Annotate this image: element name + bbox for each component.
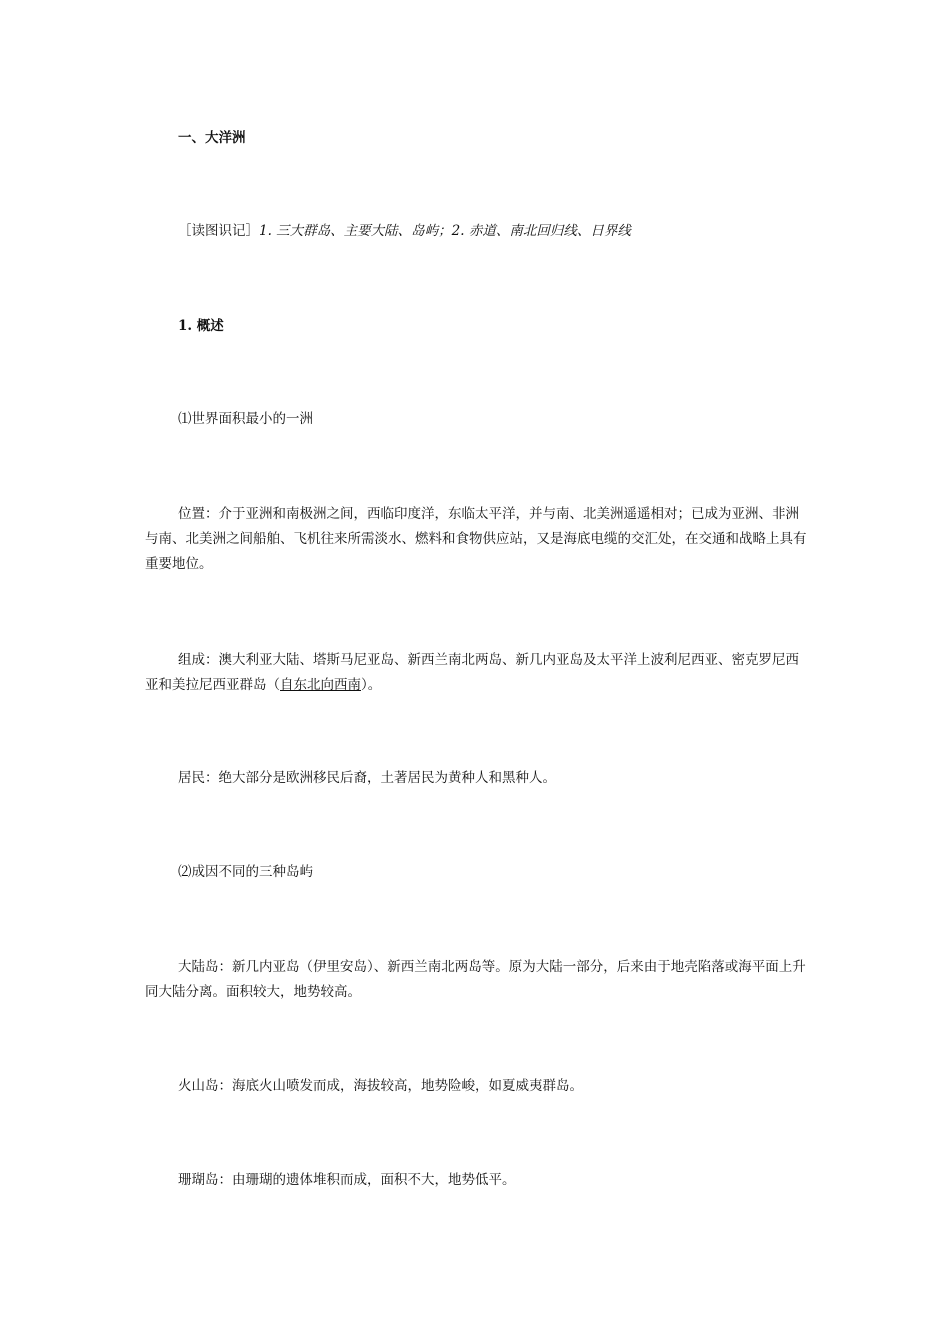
composition-suffix: ）。 bbox=[361, 677, 382, 693]
paragraph-coral-island: 珊瑚岛：由珊瑚的遗体堆积而成，面积不大，地势低平。 bbox=[178, 1172, 516, 1188]
composition-direction: 自东北向西南 bbox=[280, 677, 361, 693]
point-title-island-types: ⑵成因不同的三种岛屿 bbox=[178, 864, 313, 880]
section-heading: 一、大洋洲 bbox=[178, 130, 246, 146]
read-map-items: 1. 三大群岛、主要大陆、岛屿；2. 赤道、南北回归线、日界线 bbox=[259, 223, 631, 239]
paragraph-volcanic-island: 火山岛：海底火山喷发而成，海拔较高，地势险峻，如夏威夷群岛。 bbox=[178, 1078, 583, 1094]
read-map-note bbox=[145, 219, 810, 244]
paragraph-residents: 居民：绝大部分是欧洲移民后裔，土著居民为黄种人和黑种人。 bbox=[178, 770, 556, 786]
paragraph-location: 位置：介于亚洲和南极洲之间，西临印度洋，东临太平洋，并与南、北美洲遥遥相对；已成为亚洲、非洲与南、北美洲之间船舶、飞机往来所需淡水、燃料和食物供应站，又是海底电缆的交汇处，在交通和战略上具有重要地位。 bbox=[145, 506, 807, 572]
read-map-prefix: ［读图识记］ bbox=[178, 223, 259, 239]
subsection-title-overview: 1. 概述 bbox=[178, 318, 224, 334]
composition-text: 组成：澳大利亚大陆、塔斯马尼亚岛、新西兰南北两岛、新几内亚岛及太平洋上波利尼西亚、密克罗尼西亚和美拉尼西亚群岛（ bbox=[145, 652, 799, 693]
point-title-smallest-continent: ⑴世界面积最小的一洲 bbox=[178, 411, 313, 427]
paragraph-continental-island: 大陆岛：新几内亚岛（伊里安岛）、新西兰南北两岛等。原为大陆一部分，后来由于地壳陷落或海平面上升同大陆分离。面积较大，地势较高。 bbox=[145, 959, 806, 1000]
paragraph-composition bbox=[145, 648, 810, 698]
